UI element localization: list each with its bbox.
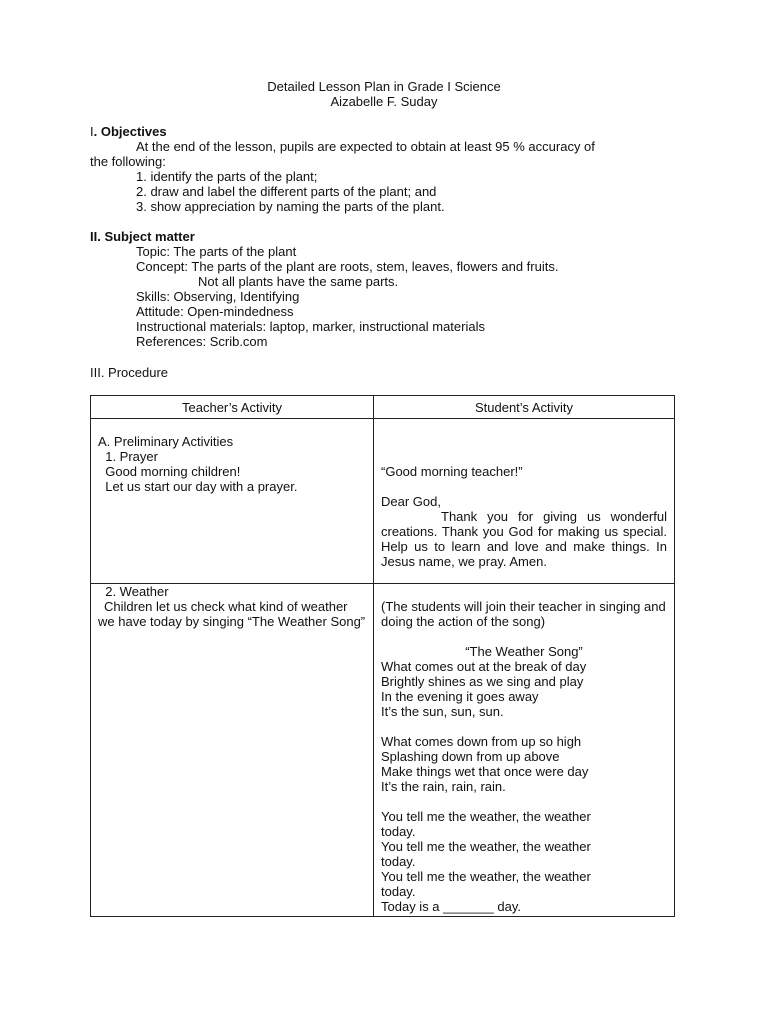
student-greeting: “Good morning teacher!” [381,464,523,479]
student-column-header: Student’s Activity [374,396,675,419]
objective-item: 2. draw and label the different parts of the plant; and [136,184,437,199]
song-line: Brightly shines as we sing and play [381,674,584,689]
student-instruction: (The students will join their teacher in singing and doing the action of the song) [381,599,666,629]
teacher-column-header: Teacher’s Activity [91,396,374,419]
teacher-line: Good morning children! [98,464,241,479]
song-line: What comes out at the break of day [381,659,587,674]
subject-matter-heading: II. Subject matter [90,229,195,244]
objectives-section [90,124,678,214]
song-line: It’s the sun, sun, sun. [381,704,504,719]
objective-item: 3. show appreciation by naming the parts of the plant. [136,199,445,214]
topic-line: Topic: The parts of the plant [136,244,297,259]
table-row [91,419,675,584]
song-line: You tell me the weather, the weather [381,809,591,824]
objective-item: 1. identify the parts of the plant; [136,169,318,184]
weather-title: 2. Weather [98,584,169,599]
song-line: Make things wet that once were day [381,764,589,779]
procedure-table [90,395,675,917]
table-header-row [91,396,675,419]
teacher-line: A. Preliminary Activities [98,434,234,449]
procedure-section [90,365,678,380]
song-line: What comes down from up so high [381,734,582,749]
subject-matter-section [90,229,678,349]
student-cell-prayer [374,419,675,584]
document-header [0,79,768,109]
concept-line: Concept: The parts of the plant are roots, stem, leaves, flowers and fruits. [136,259,559,274]
objectives-intro-line2: the following: [90,154,166,169]
song-line: It’s the rain, rain, rain. [381,779,506,794]
song-title: “The Weather Song” [465,644,583,659]
objectives-intro-line1: At the end of the lesson, pupils are expected to obtain at least 95 % accuracy of [136,139,595,154]
prayer-open: Dear God, [381,494,441,509]
song-line: today. [381,854,416,869]
attitude-line: Attitude: Open-mindedness [136,304,294,319]
teacher-line: 1. Prayer [98,449,158,464]
teacher-line: Let us start our day with a prayer. [98,479,298,494]
teacher-cell-prayer [91,419,374,584]
song-line: You tell me the weather, the weather [381,839,591,854]
teacher-cell-weather [91,584,374,917]
weather-instruction: Children let us check what kind of weather we have today by singing “The Weather Song” [98,599,366,629]
skills-line: Skills: Observing, Identifying [136,289,300,304]
song-line: today. [381,824,416,839]
prayer-body: Thank you for giving us wonderful creations. Thank you God for making us special. Help us to learn and love and make things. In Jesus name, we pray. Amen. [381,509,667,569]
procedure-heading: III. Procedure [90,365,169,380]
song-line: Splashing down from up above [381,749,560,764]
materials-line: Instructional materials: laptop, marker, instructional materials [136,319,485,334]
references-line: References: Scrib.com [136,334,268,349]
song-line: today. [381,884,416,899]
student-cell-weather [374,584,675,917]
song-line: In the evening it goes away [381,689,539,704]
song-line: Today is a _______ day. [381,899,521,914]
document-title: Detailed Lesson Plan in Grade I Science [267,79,501,94]
song-line: You tell me the weather, the weather [381,869,591,884]
table-row [91,584,675,917]
concept-continuation: Not all plants have the same parts. [198,274,399,289]
objectives-numeral: I [90,124,94,139]
objectives-heading-text: . Objectives [93,124,167,139]
author-name: Aizabelle F. Suday [330,94,438,109]
objectives-heading [90,124,678,139]
